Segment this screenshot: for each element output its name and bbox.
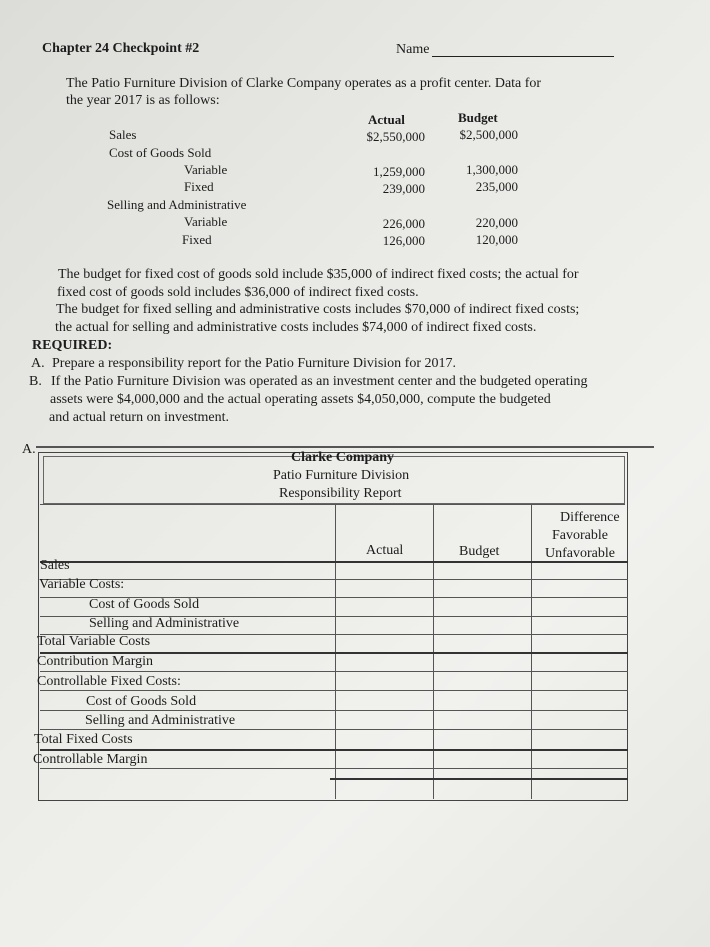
data-row-actual: 239,000 bbox=[382, 181, 425, 196]
data-row-budget: 1,300,000 bbox=[466, 162, 518, 177]
data-row-label: Fixed bbox=[182, 232, 212, 247]
required-a-text: Prepare a responsibility report for the Patio Furniture Division for 2017. bbox=[52, 356, 456, 371]
report-col-actual: Actual bbox=[366, 543, 404, 558]
report-top-rule bbox=[36, 446, 654, 448]
data-col-budget: Budget bbox=[458, 110, 498, 125]
report-row-label: Sales bbox=[40, 558, 70, 573]
report-col-diff-2: Favorable bbox=[552, 528, 608, 543]
row-rule bbox=[40, 749, 628, 751]
report-company: Clarke Company bbox=[291, 450, 395, 465]
data-row-actual: 126,000 bbox=[382, 233, 425, 248]
data-row-label: Sales bbox=[109, 127, 137, 142]
report-row-label: Cost of Goods Sold bbox=[89, 597, 200, 612]
header-rule bbox=[40, 504, 625, 505]
row-rule bbox=[40, 671, 628, 672]
required-b-line-3: and actual return on investment. bbox=[49, 410, 229, 425]
page-title: Chapter 24 Checkpoint #2 bbox=[42, 41, 200, 56]
report-row-label: Selling and Administrative bbox=[89, 616, 240, 631]
data-row-label: Variable bbox=[184, 162, 228, 177]
row-rule bbox=[40, 768, 628, 769]
report-row-label: Controllable Fixed Costs: bbox=[37, 674, 181, 689]
data-row-budget: 235,000 bbox=[475, 179, 518, 194]
report-title: Responsibility Report bbox=[279, 486, 402, 501]
data-row-actual: 226,000 bbox=[382, 216, 425, 231]
intro-line-1: The Patio Furniture Division of Clarke Company operates as a profit center. Data for bbox=[66, 76, 542, 91]
data-row-budget: 220,000 bbox=[475, 215, 518, 230]
report-row-label: Total Fixed Costs bbox=[34, 732, 133, 747]
note-line-4: the actual for selling and administrative costs includes $74,000 of indirect fixed costs. bbox=[55, 320, 537, 335]
report-col-diff-3: Unfavorable bbox=[545, 546, 615, 561]
required-b-line-1: If the Patio Furniture Division was operated as an investment center and the budgeted operating bbox=[51, 374, 588, 389]
report-row-label: Cost of Goods Sold bbox=[86, 694, 197, 709]
report-row-label: Selling and Administrative bbox=[85, 713, 236, 728]
report-row-label: Contribution Margin bbox=[37, 654, 154, 669]
name-label: Name bbox=[396, 42, 430, 57]
required-b-marker: B. bbox=[29, 374, 42, 389]
report-row-label: Total Variable Costs bbox=[37, 634, 151, 649]
data-row-label: Cost of Goods Sold bbox=[109, 145, 212, 160]
row-rule bbox=[40, 710, 628, 711]
intro-line-2: the year 2017 is as follows: bbox=[66, 93, 220, 108]
row-rule bbox=[40, 579, 628, 580]
data-row-budget: 120,000 bbox=[475, 232, 518, 247]
row-rule bbox=[40, 561, 628, 563]
data-row-budget: $2,500,000 bbox=[459, 127, 518, 142]
report-row-label: Variable Costs: bbox=[39, 577, 125, 592]
data-col-actual: Actual bbox=[368, 112, 405, 127]
required-b-line-2: assets were $4,000,000 and the actual operating assets $4,050,000, compute the budgeted bbox=[50, 392, 551, 407]
name-field[interactable] bbox=[432, 56, 614, 57]
report-col-diff-1: Difference bbox=[560, 510, 620, 525]
note-line-1: The budget for fixed cost of goods sold include $35,000 of indirect fixed costs; the actual for bbox=[58, 267, 579, 282]
data-row-label: Selling and Administrative bbox=[107, 197, 247, 212]
note-line-2: fixed cost of goods sold includes $36,000 of indirect fixed costs. bbox=[57, 285, 419, 300]
report-row-label: Controllable Margin bbox=[33, 752, 148, 767]
required-heading: REQUIRED: bbox=[32, 338, 113, 353]
data-row-actual: 1,259,000 bbox=[373, 164, 425, 179]
report-col-budget: Budget bbox=[459, 544, 500, 559]
row-rule bbox=[40, 690, 628, 691]
required-a-marker: A. bbox=[31, 356, 45, 371]
data-row-label: Variable bbox=[184, 214, 228, 229]
report-division: Patio Furniture Division bbox=[273, 468, 410, 483]
note-line-3: The budget for fixed selling and administrative costs includes $70,000 of indirect fixed costs; bbox=[56, 302, 580, 317]
report-marker: A. bbox=[22, 442, 36, 457]
data-row-label: Fixed bbox=[184, 179, 214, 194]
row-rule bbox=[40, 729, 628, 730]
row-rule bbox=[330, 778, 628, 780]
data-row-actual: $2,550,000 bbox=[366, 129, 425, 144]
